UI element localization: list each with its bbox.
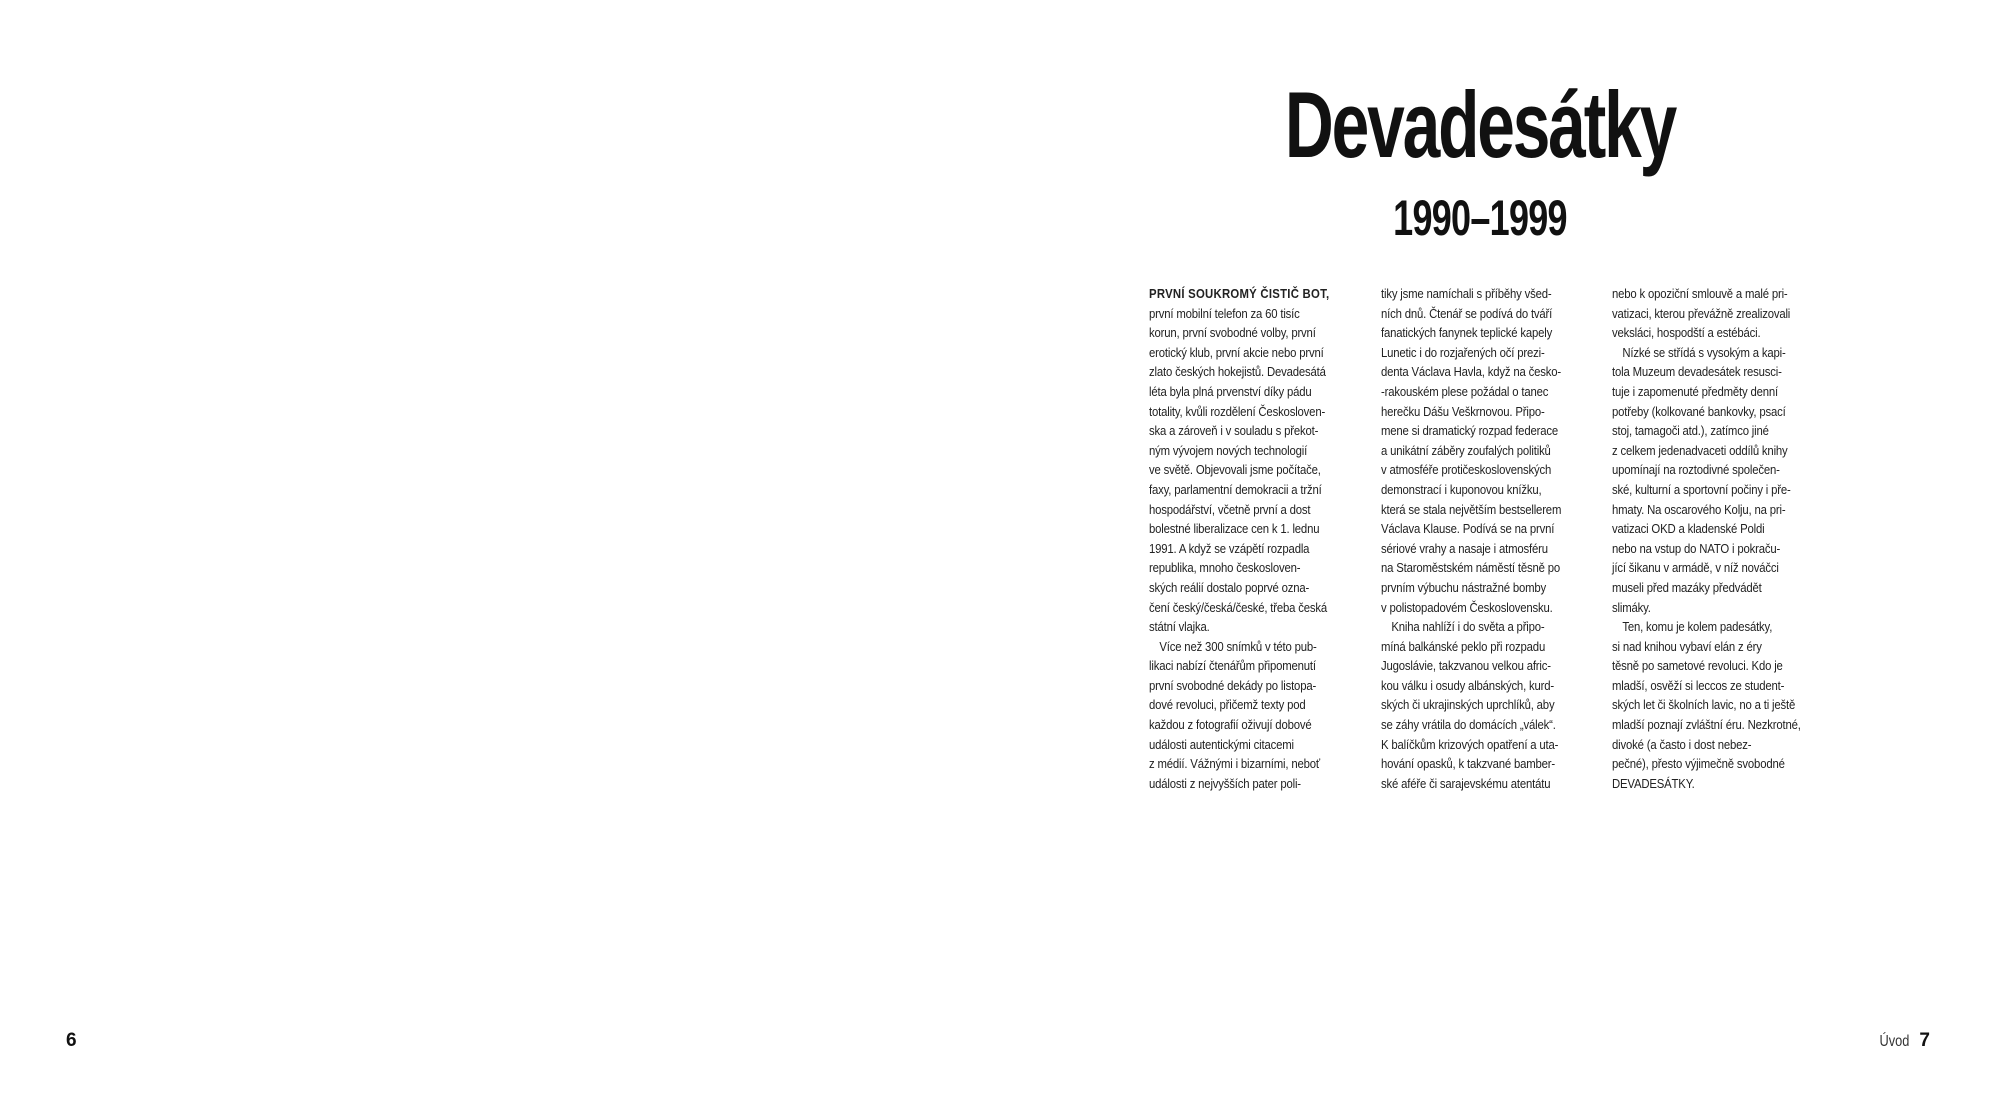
body-text-line: mladší poznají zvláštní éru. Nezkrotné,: [1612, 717, 1801, 733]
body-text-line: slimáky.: [1612, 599, 1651, 615]
body-text-line: dové revoluci, přičemž texty pod: [1149, 697, 1306, 713]
body-text-line: ských let či školních lavic, no a ti ještě: [1612, 697, 1796, 713]
body-text-line: zlato českých hokejistů. Devadesátá: [1149, 364, 1326, 380]
body-text-line: první svobodné dekády po listopa-: [1149, 677, 1317, 693]
body-text-line: Lunetic i do rozjařených očí prezi-: [1381, 344, 1545, 360]
body-text-line: na Staroměstském náměstí těsně po: [1381, 560, 1561, 576]
chapter-years: 1990–1999: [1393, 190, 1567, 246]
body-text-line: upomínají na roztodivné společen-: [1612, 462, 1780, 478]
body-text-line: herečku Dášu Veškrnovou. Připo-: [1381, 403, 1545, 419]
body-text-line: -rakouském plese požádal o tanec: [1381, 383, 1549, 399]
body-text-line: Václava Klause. Podívá se na první: [1381, 521, 1555, 537]
body-text-line: ských či ukrajinských uprchlíků, aby: [1381, 697, 1555, 713]
body-text-line: vatizaci, kterou převážně zrealizovali: [1612, 305, 1791, 321]
body-text-line: Ten, komu je kolem padesátky,: [1622, 619, 1773, 635]
body-text-line: tiky jsme namíchali s příběhy všed-: [1381, 286, 1552, 301]
body-text-line: likaci nabízí čtenářům připomenutí: [1149, 658, 1316, 674]
text-column-1: [1149, 284, 1389, 793]
body-text-line: museli před mazáky předvádět: [1612, 579, 1762, 595]
body-text-line: denta Václava Havla, když na česko-: [1381, 364, 1561, 380]
body-text-line: se záhy vrátila do domácích „válek“.: [1381, 717, 1556, 733]
body-text-line: Kniha nahlíží i do světa a připo-: [1391, 619, 1545, 635]
body-text-line: mladší, osvěží si leccos ze student-: [1612, 677, 1785, 693]
body-text-line: veksláci, hospodští a estébáci.: [1612, 325, 1761, 341]
body-text-line: sériové vrahy a nasaje i atmosféru: [1381, 540, 1548, 556]
body-text-line: 1991. A když se vzápětí rozpadla: [1149, 540, 1310, 556]
body-text-line: korun, první svobodné volby, první: [1149, 325, 1316, 341]
body-text-line: nebo na vstup do NATO i pokraču-: [1612, 540, 1781, 556]
body-text-line: potřeby (kolkované bankovky, psací: [1612, 403, 1786, 419]
body-text-line: ské aféře či sarajevskému atentátu: [1381, 775, 1551, 791]
body-text-line: míná balkánské peklo při rozpadu: [1381, 638, 1546, 654]
left-page-number: 6: [66, 1030, 77, 1051]
body-text-line: kou válku i osudy albánských, kurd-: [1381, 677, 1555, 693]
body-text-line: fanatických fanynek teplické kapely: [1381, 325, 1553, 341]
body-text-line: prvním výbuchu nástražné bomby: [1381, 579, 1547, 595]
body-text-line: demonstrací i kuponovou knížku,: [1381, 481, 1542, 497]
body-text-line: mene si dramatický rozpad federace: [1381, 423, 1558, 439]
body-text-line: hování opasků, k takzvané bamber-: [1381, 756, 1556, 772]
body-text-line: si nad knihou vybaví elán z éry: [1612, 638, 1762, 654]
body-text-line: stoj, tamagoči atd.), zatímco jiné: [1612, 423, 1769, 439]
body-text-line: ské, kulturní a sportovní počiny i pře-: [1612, 481, 1791, 497]
body-text-line: hospodářství, včetně první a dost: [1149, 501, 1311, 517]
body-text-line: nebo k opoziční smlouvě a malé pri-: [1612, 286, 1788, 301]
body-text-line: a unikátní záběry zoufalých politiků: [1381, 442, 1551, 458]
body-text-line: tuje i zapomenuté předměty denní: [1612, 383, 1778, 399]
body-text-line: v polistopadovém Československu.: [1381, 599, 1553, 615]
body-text-line: republika, mnoho českosloven-: [1149, 560, 1301, 576]
body-text-line: léta byla plná prvenství díky pádu: [1149, 383, 1312, 399]
footer-section-name: Úvod: [1879, 1033, 1910, 1050]
body-text-line: čení český/česká/české, třeba česká: [1149, 599, 1328, 615]
body-text-line: z médií. Vážnými i bizarními, neboť: [1149, 756, 1320, 772]
chapter-title: Devadesátky: [1284, 72, 1676, 177]
body-text-line: pečné), přesto výjimečně svobodné: [1612, 756, 1785, 772]
running-footer: [1872, 1030, 1930, 1052]
body-text-line: faxy, parlamentní demokracii a tržní: [1149, 481, 1322, 497]
body-text-line: první mobilní telefon za 60 tisíc: [1149, 305, 1300, 321]
body-text-line: jící šikanu v armádě, v níž nováčci: [1612, 560, 1779, 576]
body-text-line: hmaty. Na oscarového Kolju, na pri-: [1612, 501, 1786, 517]
body-text-line: Nízké se střídá s vysokým a kapi-: [1622, 344, 1786, 360]
body-text-line: každou z fotografií oživují dobové: [1149, 717, 1312, 733]
body-text-line: vatizaci OKD a kladenské Poldi: [1612, 521, 1765, 537]
body-text-line: ve světě. Objevovali jsme počítače,: [1149, 462, 1321, 478]
body-text-line: Jugoslávie, takzvanou velkou afric-: [1381, 658, 1551, 674]
body-text-line: DEVADESÁTKY.: [1612, 775, 1695, 791]
body-text-line: Více než 300 snímků v této pub-: [1159, 638, 1317, 654]
body-text-line: státní vlajka.: [1149, 619, 1210, 635]
body-text-line: K balíčkům krizových opatření a uta-: [1381, 736, 1559, 752]
body-text-line: v atmosféře protičeskoslovenských: [1381, 462, 1552, 478]
text-column-2: [1381, 284, 1621, 793]
body-text-line: ska a zároveň i v souladu s překot-: [1149, 423, 1319, 439]
text-column-3: [1612, 284, 1852, 793]
body-text-line: ských reálií dostalo poprvé ozna-: [1149, 579, 1310, 595]
lead-in-text: PRVNÍ SOUKROMÝ ČISTIČ BOT,: [1149, 286, 1330, 301]
body-text-line: která se stala největším bestsellerem: [1381, 501, 1562, 517]
body-text-line: totality, kvůli rozdělení Českosloven-: [1149, 403, 1326, 419]
body-text-line: těsně po sametové revoluci. Kdo je: [1612, 658, 1783, 674]
body-text-line: erotický klub, první akcie nebo první: [1149, 344, 1324, 360]
body-text-line: události autentickými citacemi: [1149, 736, 1294, 752]
body-text-line: události z nejvyšších pater poli-: [1149, 775, 1301, 791]
body-text-line: divoké (a často i dost nebez-: [1612, 736, 1752, 752]
body-text-line: ným vývojem nových technologií: [1149, 442, 1308, 458]
body-text-line: z celkem jedenadvaceti oddílů knihy: [1612, 442, 1788, 458]
body-text-line: bolestné liberalizace cen k 1. lednu: [1149, 521, 1320, 537]
body-text-line: ních dnů. Čtenář se podívá do tváří: [1381, 305, 1553, 321]
right-page-number: 7: [1919, 1030, 1930, 1051]
body-text-line: tola Muzeum devadesátek resusci-: [1612, 364, 1782, 380]
